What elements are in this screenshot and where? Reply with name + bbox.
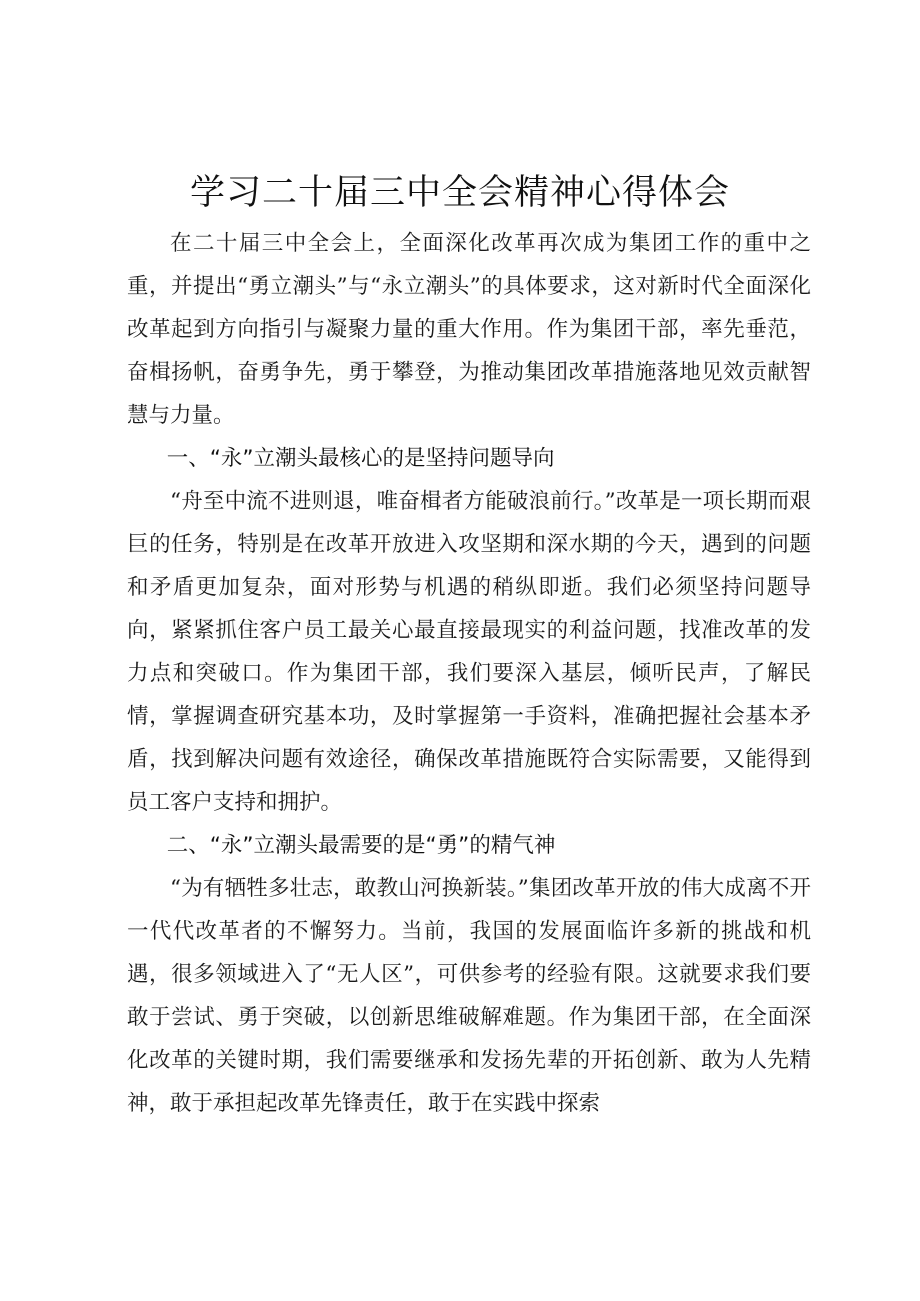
section-paragraph-2: “为有牺牲多壮志，敢教山河换新装。”集团改革开放的伟大成离不开一代代改革者的不懈努力。当前，我国的发展面临许多新的挑战和机遇，很多领域进入了“无人区”，可供参考的经验有限。这就要求我们要敢于尝试、勇于突破，以创新思维破解难题。作为集团干部，在全面深化改革的关键时期，我们需要继承和发扬先辈的开拓创新、敢为人先精神，敢于承担起改革先锋责任，敢于在实践中探索 — [127, 876, 811, 1116]
document-title: 学习二十届三中全会精神心得体会 — [189, 173, 730, 213]
intro-paragraph: 在二十届三中全会上，全面深化改革再次成为集团工作的重中之重，并提出“勇立潮头”与“永立潮头”的具体要求，这对新时代全面深化改革起到方向指引与凝聚力量的重大作用。作为集团干部，率先垂范，奋楫扬帆，奋勇争先，勇于攀登，为推动集团改革措施落地见效贡献智慧与力量。 — [127, 231, 811, 428]
section-heading-1: 一、“永”立潮头最核心的是坚持问题导向 — [166, 446, 555, 471]
section-paragraph-1: “舟至中流不进则退，唯奋楫者方能破浪前行。”改革是一项长期而艰巨的任务，特别是在改革开放进入攻坚期和深水期的今天，遇到的问题和矛盾更加复杂，面对形势与机遇的稍纵即逝。我们必须坚持问题导向，紧紧抓住客户员工最关心最直接最现实的利益问题，找准改革的发力点和突破口。作为集团干部，我们要深入基层，倾听民声，了解民情，掌握调查研究基本功，及时掌握第一手资料，准确把握社会基本矛盾，找到解决问题有效途径，确保改革措施既符合实际需要，又能得到员工客户支持和拥护。 — [127, 489, 811, 815]
section-heading-2: 二、“永”立潮头最需要的是“勇”的精气神 — [166, 833, 556, 858]
document-body — [127, 222, 811, 1125]
